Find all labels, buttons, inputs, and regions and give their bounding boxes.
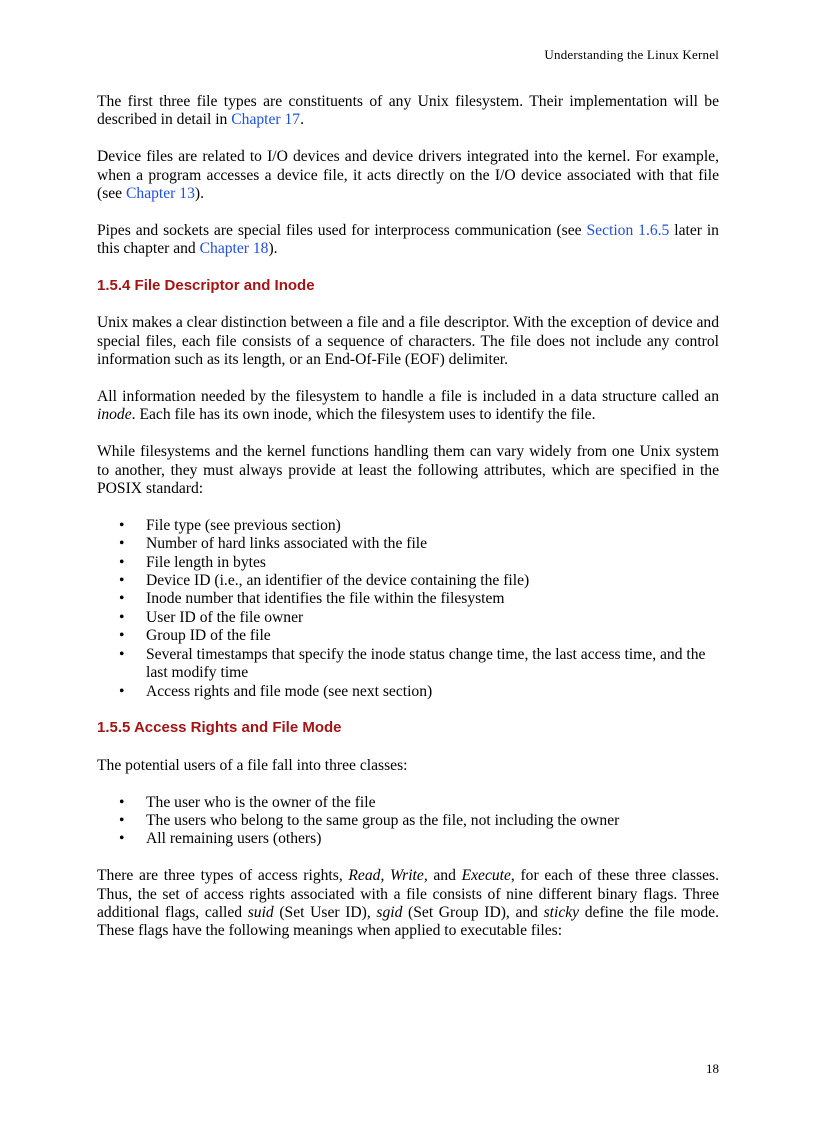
page-number: 18 <box>706 1061 719 1076</box>
list-posix-attributes <box>97 517 719 701</box>
term-read: Read, <box>348 867 385 885</box>
link-chapter-17[interactable]: Chapter 17 <box>231 111 301 129</box>
bullet: • <box>119 645 125 663</box>
list-item: • The user who is the owner of the file <box>119 793 376 811</box>
section-heading-file-descriptor-inode: 1.5.4 File Descriptor and Inode <box>97 277 315 295</box>
list-item: • File type (see previous section) <box>119 516 341 534</box>
term-suid: suid <box>247 903 274 921</box>
list-user-classes <box>97 794 719 849</box>
term-sgid: sgid <box>376 903 403 921</box>
term-execute: Execute <box>461 867 511 885</box>
bullet: • <box>119 793 125 811</box>
bullet: • <box>119 572 125 590</box>
bullet: • <box>119 553 125 571</box>
list-item: • User ID of the file owner <box>119 608 304 626</box>
term-inode: inode <box>97 406 132 424</box>
list-item: • Access rights and file mode (see next section) <box>119 682 433 700</box>
paragraph-device-files: Device files are related to I/O devices and device drivers integrated into the kernel. For example, when a program accesses a device file, it acts directly on the I/O device associated with that file (see Chapter 13). <box>97 148 719 203</box>
paragraph-inode: All information needed by the filesystem to handle a file is included in a data structure called an inode. Each file has its own inode, which the filesystem uses to identify the file. <box>97 388 719 424</box>
page-body <box>97 93 719 959</box>
list-item: • All remaining users (others) <box>119 830 322 848</box>
bullet: • <box>119 608 125 626</box>
paragraph-access-rights: There are three types of access rights, Read, Write, and Execute, for each of these three classes. Thus, the set of access rights associated with a file consists of nine different binary flags. Three additional flags, called suid (Set User ID), sgid (Set Group ID), and sticky define the file mode. These flags have the following meanings when applied to executable files: <box>97 867 719 940</box>
paragraph-file-descriptor: Unix makes a clear distinction between a file and a file descriptor. With the exception of device and special files, each file consists of a sequence of characters. The file does not include any control information such as its length, or an End-Of-File (EOF) delimiter. <box>97 314 719 369</box>
term-write: Write, <box>390 867 428 885</box>
list-item: • Several timestamps that specify the inode status change time, the last access time, and the last modify time <box>119 645 706 682</box>
list-item: • Number of hard links associated with the file <box>119 535 428 553</box>
bullet: • <box>119 682 125 700</box>
list-item: • File length in bytes <box>119 553 266 571</box>
link-chapter-18[interactable]: Chapter 18 <box>199 240 269 258</box>
paragraph-user-classes: The potential users of a file fall into three classes: <box>97 756 408 774</box>
bullet: • <box>119 830 125 848</box>
section-heading-access-rights: 1.5.5 Access Rights and File Mode <box>97 719 342 737</box>
bullet: • <box>119 811 125 829</box>
list-item: • Inode number that identifies the file within the filesystem <box>119 590 505 608</box>
link-section-1-6-5[interactable]: Section 1.6.5 <box>586 221 670 239</box>
bullet: • <box>119 516 125 534</box>
list-item: • The users who belong to the same group as the file, not including the owner <box>119 811 620 829</box>
bullet: • <box>119 627 125 645</box>
list-item: • Group ID of the file <box>119 627 271 645</box>
link-chapter-13[interactable]: Chapter 13 <box>126 185 195 203</box>
term-sticky: sticky <box>543 903 580 921</box>
bullet: • <box>119 535 125 553</box>
running-header: Understanding the Linux Kernel <box>544 47 719 62</box>
paragraph-posix-attributes: While filesystems and the kernel functions handling them can vary widely from one Unix system to another, they must always provide at least the following attributes, which are specified in the POSIX standard: <box>97 443 719 498</box>
paragraph-pipes-sockets: Pipes and sockets are special files used for interprocess communication (see Section 1.6.5 later in this chapter and Chapter 18). <box>97 221 719 258</box>
paragraph-file-types: The first three file types are constituents of any Unix filesystem. Their implementation will be described in detail in Chapter 17. <box>97 93 719 129</box>
list-item: • Device ID (i.e., an identifier of the device containing the file) <box>119 572 530 590</box>
bullet: • <box>119 590 125 608</box>
